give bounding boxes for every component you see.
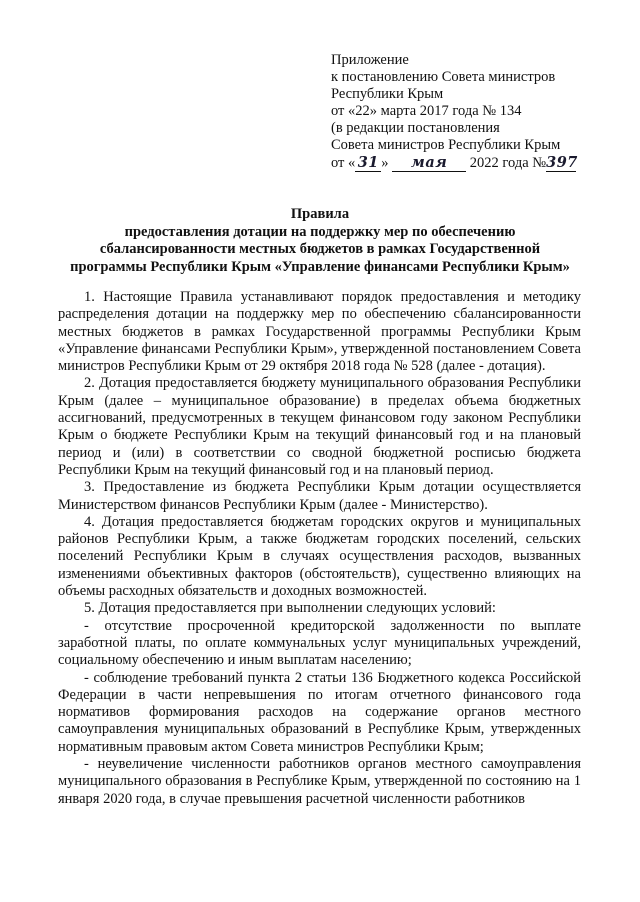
paragraph-1: 1. Настоящие Правила устанавливают порядок предоставления и методику распределения дотации на поддержку мер по обеспечению сбалансированности местных бюджетов в рамках Государственной программы Республики Крым «Управление финансами Республики Крым», утвержденной постановлением Совета министров Республики Крым от 29 октября 2018 года № 528 (далее - дотация). [58,289,581,375]
paragraph-4: 4. Дотация предоставляется бюджетам городских округов и муниципальных районов Республики Крым, а также бюджетам городских поселений, сельских поселений Республики Крым в случаях осуществления расходов, вызванных изменениями объективных факторов (обстоятельств), существенно влияющих на объемы расходных обязательств и доходных возможностей. [58,513,581,600]
document-title [40,206,600,276]
annex-line: Совета министров Республики Крым [331,137,561,153]
date-prefix: от « [331,155,356,171]
date-year: 2022 года № [469,155,547,171]
condition-2: - соблюдение требований пункта 2 статьи 136 Бюджетного кодекса Российской Федерации в части непревышения по итогам отчетного финансового года нормативов формирования расходов на содержание органов местного самоуправления муниципальных образований в Республике Крым, утвержденных нормативным правовым актом Совета министров Республики Крым; [58,669,581,755]
handwritten-number: 397 [546,154,578,171]
condition-3: - неувеличение численности работников органов местного самоуправления муниципального образования в Республике Крым, утвержденной по состоянию на 1 января 2020 года, в случае превышения расчетной численности работников [58,756,581,807]
paragraph-3: 3. Предоставление из бюджета Республики Крым дотации осуществляется Министерством финансов Республики Крым (далее - Министерство). [58,479,581,513]
paragraph-5: 5. Дотация предоставляется при выполнении следующих условий: [84,600,496,617]
annex-date-line [331,154,631,172]
title-line: Правила [290,206,350,222]
handwritten-day: 31 [355,154,381,172]
annex-line: Республики Крым [331,86,444,102]
title-line: программы Республики Крым «Управление финансами Республики Крым» [70,258,570,275]
annex-block [331,52,631,172]
document-body [58,289,581,808]
paragraph-2: 2. Дотация предоставляется бюджету муниципального образования Республики Крым (далее – муниципальное образование) в пределах объема бюджетных ассигнований, предусмотренных в текущем финансовом году законом Республики Крым о бюджете Республики Крым на текущий финансовый год и на плановый период и (или) в соответствии со сводной бюджетной росписью бюджета Республики Крым на текущий финансовый год и на плановый период. [58,375,581,478]
date-quote: » [381,155,389,171]
title-line: сбалансированности местных бюджетов в рамках Государственной [99,241,541,257]
condition-1: - отсутствие просроченной кредиторской задолженности по выплате заработной платы, по оплате коммунальных услуг муниципальных учреждений, социальному обеспечению и иным выплатам населению; [58,617,581,669]
annex-line: к постановлению Совета министров [331,69,556,85]
annex-line: (в редакции постановления [331,120,500,136]
title-line: предоставления дотации на поддержку мер по обеспечению [124,223,516,240]
handwritten-month: мая [392,154,466,172]
annex-line: Приложение [331,52,409,68]
annex-line: от «22» марта 2017 года № 134 [331,103,522,119]
